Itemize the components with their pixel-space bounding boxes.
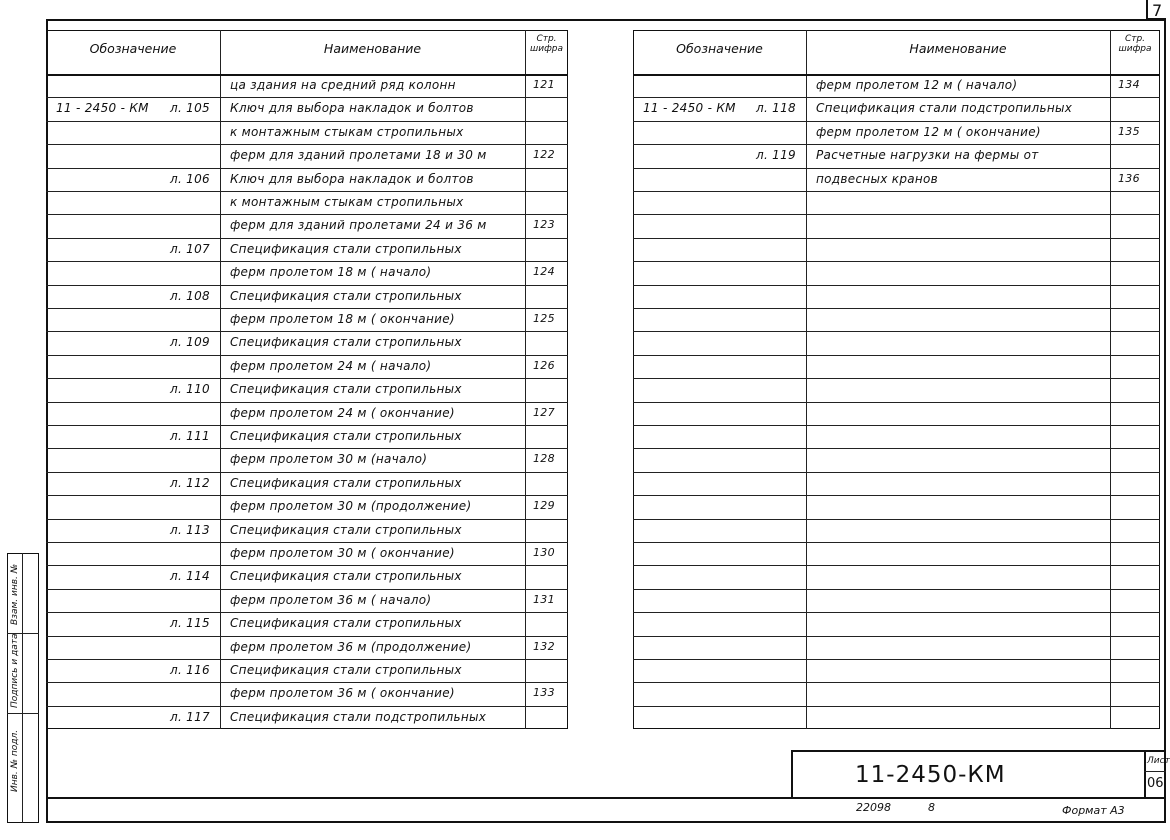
left-row-sheet: л. 110 xyxy=(169,382,210,397)
left-row-name: Ключ для выбора накладок и болтов xyxy=(230,101,474,116)
left-row-sheet: л. 112 xyxy=(169,475,210,490)
left-row-name: Спецификация стали стропильных xyxy=(230,569,462,584)
left-row-name: Спецификация стали стропильных xyxy=(230,288,462,303)
left-row-name: Ключ для выбора накладок и болтов xyxy=(230,171,474,186)
left-row-name: ферм пролетом 24 м ( окончание) xyxy=(230,405,455,420)
left-row-name: Спецификация стали стропильных xyxy=(230,475,462,490)
left-row-page: 131 xyxy=(533,592,555,606)
document-code: 11-2450-КМ xyxy=(855,762,1006,788)
right-row-sheet: л. 119 xyxy=(755,148,796,163)
left-row-name: ферм пролетом 24 м ( начало) xyxy=(230,358,432,373)
left-row-sheet: л. 117 xyxy=(169,709,210,724)
left-row-page: 133 xyxy=(533,686,555,700)
right-row-sheet: л. 118 xyxy=(755,101,796,116)
left-row-page: 129 xyxy=(533,499,555,513)
left-row-page: 130 xyxy=(533,546,555,559)
side-stamp-label-2: Подпись и дата xyxy=(10,633,20,708)
sheet-label: Лист xyxy=(1147,756,1170,766)
right-row-page: 136 xyxy=(1118,171,1140,185)
left-header-name: Наименование xyxy=(323,41,422,56)
left-row-sheet: л. 116 xyxy=(169,663,210,677)
left-row-name: ферм пролетом 30 м (начало) xyxy=(230,452,428,467)
left-row-page: 121 xyxy=(533,78,555,91)
left-row-name: ферм пролетом 36 м ( окончание) xyxy=(230,686,455,701)
side-stamp-label-3: Инв. № подл. xyxy=(10,729,20,792)
right-header-code: Стр. шифра xyxy=(1118,34,1152,54)
left-row-sheet: л. 105 xyxy=(169,101,210,116)
left-row-name: ферм пролетом 18 м ( начало) xyxy=(230,265,432,280)
left-row-name: Спецификация стали стропильных xyxy=(230,382,462,397)
left-row-sheet: л. 114 xyxy=(169,569,210,584)
left-row-sheet: л. 115 xyxy=(169,616,210,631)
left-header-designation: Обозначение xyxy=(89,41,177,56)
left-row-name: ферм пролетом 30 м ( окончание) xyxy=(230,546,455,560)
left-row-page: 125 xyxy=(533,312,555,325)
left-row-name: ца здания на средний ряд колонн xyxy=(230,78,456,92)
left-row-sheet: л. 111 xyxy=(169,429,210,443)
side-stamp-label-1: Взам. инв. № xyxy=(10,563,20,625)
right-row-name: Спецификация стали подстропильных xyxy=(816,101,1073,116)
left-row-sheet: л. 113 xyxy=(169,522,210,537)
format-label: Формат А3 xyxy=(1062,804,1125,817)
left-row-page: 122 xyxy=(533,148,555,162)
left-header-code: Стр. шифра xyxy=(529,34,563,54)
right-row-name: Расчетные нагрузки на фермы от xyxy=(816,148,1039,163)
sheet-number: 06 xyxy=(1147,776,1164,791)
left-row-name: Спецификация стали стропильных xyxy=(230,429,462,443)
left-row-page: 126 xyxy=(533,358,555,372)
right-row-designation: 11 - 2450 - КМ xyxy=(643,101,736,116)
left-row-name: Спецификация стали стропильных xyxy=(230,335,462,350)
left-row-name: ферм для зданий пролетами 18 и 30 м xyxy=(230,148,487,163)
page-number: 7 xyxy=(1152,1,1163,20)
left-row-name: ферм пролетом 18 м ( окончание) xyxy=(230,312,455,326)
left-row-sheet: л. 108 xyxy=(169,288,210,303)
left-row-sheet: л. 109 xyxy=(169,335,210,350)
left-row-name: Спецификация стали стропильных xyxy=(230,663,462,677)
left-row-name: к монтажным стыкам стропильных xyxy=(230,195,464,209)
left-row-page: 124 xyxy=(533,265,555,279)
right-header-name: Наименование xyxy=(909,41,1007,56)
left-row-name: Спецификация стали стропильных xyxy=(230,522,462,537)
left-row-sheet: л. 107 xyxy=(169,241,210,256)
left-row-name: ферм для зданий пролетами 24 и 36 м xyxy=(230,218,487,233)
left-row-name: Спецификация стали подстропильных xyxy=(230,709,487,724)
left-row-designation: 11 - 2450 - КМ xyxy=(56,101,149,116)
left-row-page: 128 xyxy=(533,452,555,466)
right-row-name: ферм пролетом 12 м ( начало) xyxy=(816,78,1018,92)
left-row-sheet: л. 106 xyxy=(169,171,210,186)
right-row-name: подвесных кранов xyxy=(816,171,939,186)
left-row-name: ферм пролетом 36 м (продолжение) xyxy=(230,639,472,654)
left-row-name: ферм пролетом 36 м ( начало) xyxy=(230,592,432,607)
inventory-suffix: 8 xyxy=(928,801,935,814)
right-row-name: ферм пролетом 12 м ( окончание) xyxy=(816,124,1041,139)
right-row-page: 135 xyxy=(1118,124,1140,138)
left-row-page: 132 xyxy=(533,639,555,653)
left-row-name: ферм пролетом 30 м (продолжение) xyxy=(230,499,472,514)
left-row-name: к монтажным стыкам стропильных xyxy=(230,124,464,139)
left-row-name: Спецификация стали стропильных xyxy=(230,616,462,631)
left-row-page: 123 xyxy=(533,218,555,232)
inventory-number: 22098 xyxy=(856,801,891,814)
left-row-page: 127 xyxy=(533,405,555,419)
left-row-name: Спецификация стали стропильных xyxy=(230,241,462,256)
right-header-designation: Обозначение xyxy=(676,41,763,56)
right-row-page: 134 xyxy=(1118,78,1140,91)
